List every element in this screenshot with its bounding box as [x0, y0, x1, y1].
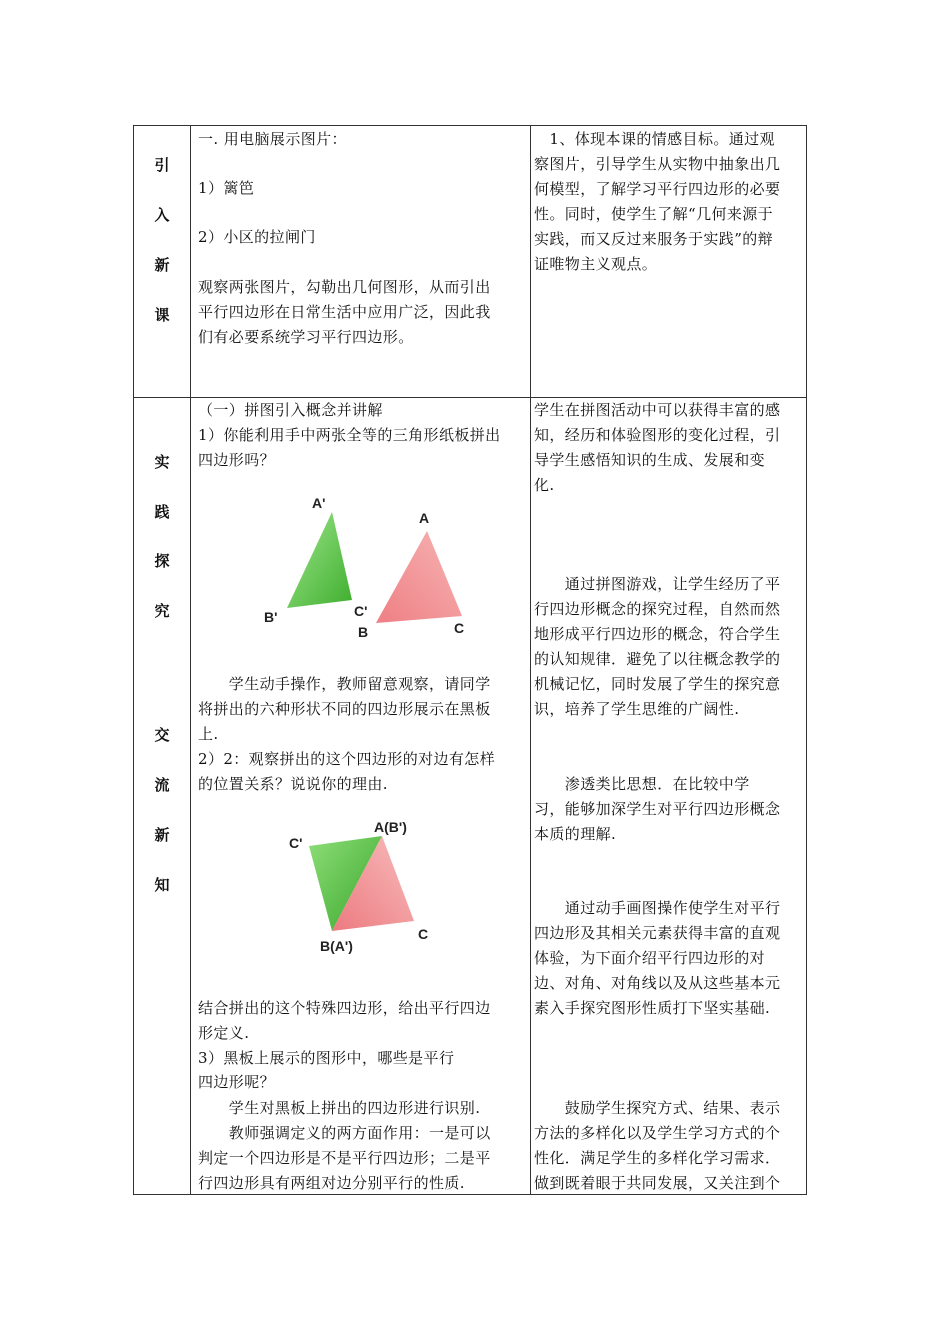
label-char: 课: [154, 306, 170, 324]
vertex-label: C': [354, 603, 368, 619]
vertex-label: B': [264, 609, 278, 625]
vertex-label: A': [312, 495, 326, 511]
text-line: 知，经历和体验图形的变化过程，引: [534, 426, 781, 444]
text-line: 四边形吗？: [198, 451, 276, 469]
text-line: 形定义.: [198, 1024, 250, 1042]
vertex-label: C: [418, 926, 429, 942]
vertex-label: A: [419, 510, 430, 526]
text-line: 方法的多样化以及学生学习方式的个: [534, 1124, 781, 1142]
lesson-plan-table: [133, 125, 807, 1195]
text-line: 导学生感悟知识的生成、发展和变: [534, 451, 766, 469]
label-char: 践: [154, 503, 170, 521]
label-char: 新: [154, 256, 170, 274]
vertex-label: C': [289, 835, 303, 851]
label-char: 入: [154, 206, 170, 224]
text-line: 素入手探究图形性质打下坚实基础.: [534, 999, 771, 1017]
label-char: 探: [154, 552, 170, 570]
text-line: 渗透类比思想．在比较中学: [534, 775, 750, 793]
text-line: 2）2：观察拼出的这个四边形的对边有怎样: [198, 750, 496, 768]
column-divider-2: [530, 126, 531, 1194]
label-char: 知: [154, 876, 170, 894]
text-line: 将拼出的六种形状不同的四边形展示在黑板: [198, 700, 491, 718]
text-line: 证唯物主义观点。: [534, 255, 658, 273]
label-char: 实: [154, 453, 170, 471]
subsection-heading: （一）拼图引入概念并讲解: [198, 401, 383, 419]
two-triangles-figure: [254, 491, 474, 641]
vertex-label: C: [454, 620, 465, 636]
green-triangle: [287, 512, 352, 608]
text-line: 1、体现本课的情感目标。通过观: [534, 130, 775, 148]
parallelogram-figure: [284, 816, 444, 956]
text-line: 性。同时，使学生了解“几何来源于: [534, 205, 774, 223]
text-line: 四边形及其相关元素获得丰富的直观: [534, 924, 781, 942]
text-line: 教师强调定义的两方面作用：一是可以: [198, 1124, 491, 1142]
text-line: 1）篱笆: [198, 179, 255, 197]
text-line: 平行四边形在日常生活中应用广泛，因此我: [198, 303, 491, 321]
text-line: 察图片，引导学生从实物中抽象出几: [534, 155, 781, 173]
text-line: 一. 用电脑展示图片：: [198, 130, 347, 148]
text-line: 们有必要系统学习平行四边形。: [198, 328, 414, 346]
text-line: 性化．满足学生的多样化学习需求．: [534, 1149, 781, 1167]
text-line: 1）你能利用手中两张全等的三角形纸板拼出: [198, 426, 501, 444]
vertex-label: B(A'): [320, 938, 353, 954]
text-line: 识，培养了学生思维的广阔性.: [534, 700, 740, 718]
text-line: 鼓励学生探究方式、结果、表示: [534, 1099, 781, 1117]
vertex-label: A(B'): [374, 819, 407, 835]
label-char: 引: [154, 156, 170, 174]
text-line: 机械记忆，同时发展了学生的探究意: [534, 675, 781, 693]
text-line: 学生在拼图活动中可以获得丰富的感: [534, 401, 781, 419]
text-line: 学生动手操作，教师留意观察，请同学: [198, 675, 491, 693]
text-line: 观察两张图片，勾勒出几何图形，从而引出: [198, 278, 491, 296]
vertex-label: B: [358, 624, 369, 640]
text-line: 上.: [198, 725, 219, 743]
text-line: 体验，为下面介绍平行四边形的对: [534, 949, 766, 967]
text-line: 边、对角、对角线以及从这些基本元: [534, 974, 781, 992]
text-line: 3）黑板上展示的图形中，哪些是平行: [198, 1049, 455, 1067]
column-divider-1: [190, 126, 191, 1194]
text-line: 四边形呢？: [198, 1073, 276, 1091]
pink-triangle: [376, 531, 462, 623]
text-line: 的位置关系？说说你的理由.: [198, 775, 388, 793]
label-char: 流: [154, 776, 170, 794]
text-line: 的认知规律．避免了以往概念教学的: [534, 650, 781, 668]
text-line: 2）小区的拉闸门: [198, 228, 316, 246]
text-line: 地形成平行四边形的概念，符合学生: [534, 625, 781, 643]
text-line: 何模型，了解学习平行四边形的必要: [534, 180, 781, 198]
label-char: 交: [154, 726, 170, 744]
text-line: 通过动手画图操作使学生对平行: [534, 899, 781, 917]
text-line: 习，能够加深学生对平行四边形概念: [534, 800, 781, 818]
text-line: 本质的理解.: [534, 825, 617, 843]
text-line: 通过拼图游戏，让学生经历了平: [534, 575, 781, 593]
text-line: 实践，而又反过来服务于实践”的辩: [534, 230, 774, 248]
text-line: 结合拼出的这个特殊四边形，给出平行四边: [198, 999, 491, 1017]
text-line: 行四边形具有两组对边分别平行的性质.: [198, 1174, 465, 1192]
label-char: 新: [154, 826, 170, 844]
text-line: 判定一个四边形是不是平行四边形；二是平: [198, 1149, 491, 1167]
label-char: 究: [154, 602, 170, 620]
text-line: 做到既着眼于共同发展，又关注到个: [534, 1174, 781, 1192]
text-line: 行四边形概念的探究过程，自然而然: [534, 600, 781, 618]
text-line: 化.: [534, 476, 555, 494]
text-line: 学生对黑板上拼出的四边形进行识别.: [198, 1099, 481, 1117]
